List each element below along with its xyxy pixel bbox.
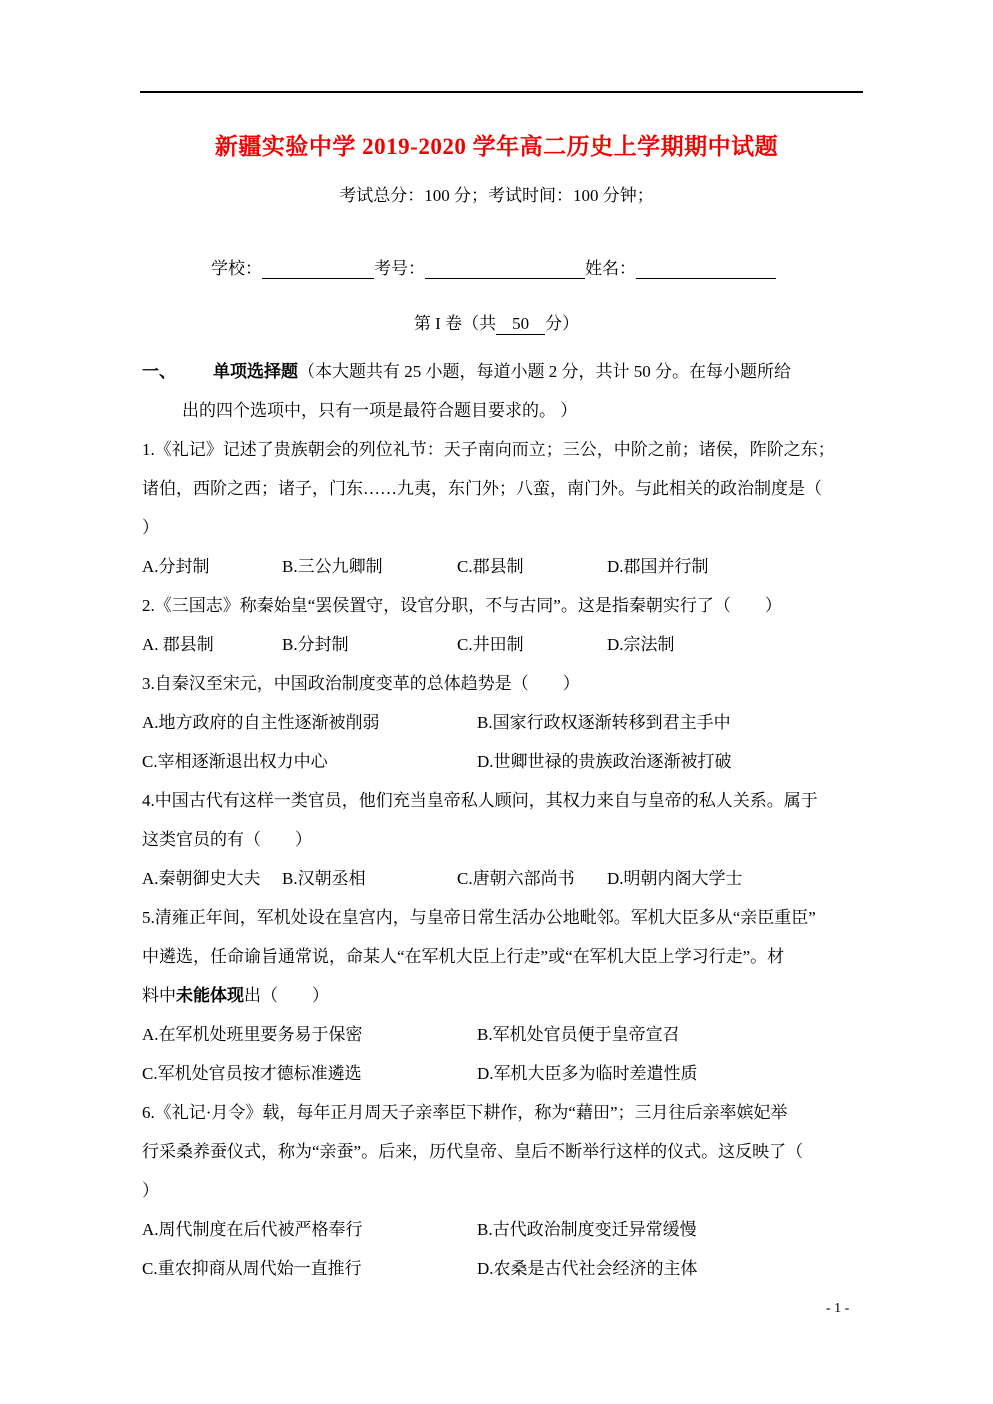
question-1-option-a: A.分封制 (142, 557, 210, 576)
question-5-option-b: B.军机处官员便于皇帝宣召 (477, 1025, 680, 1044)
school-label: 学校： (211, 259, 262, 278)
question-1-option-d: D.郡国并行制 (607, 557, 709, 576)
question-3-options-row-ab (142, 703, 864, 742)
school-blank-field (262, 260, 374, 279)
question-3-option-c: C.宰相逐渐退出权力中心 (142, 752, 328, 771)
question-6-stem-line-1: 6.《礼记·月令》载，每年正月周天子亲率臣下耕作，称为“藉田”；三月往后亲率嫔妃举 (142, 1103, 788, 1122)
question-4-option-a: A.秦朝御史大夫 (142, 869, 261, 888)
question-5-options-row-cd (142, 1054, 864, 1093)
volume-suffix: 分） (545, 314, 580, 333)
student-info-line (211, 254, 776, 279)
volume-prefix: 第 I 卷（共 (413, 314, 497, 333)
question-6-option-d: D.农桑是古代社会经济的主体 (477, 1259, 698, 1278)
section-number: 一、 (142, 362, 176, 381)
question-5-stem-line-1: 5.清雍正年间，军机处设在皇宫内，与皇帝日常生活办公地毗邻。军机大臣多从“亲臣重臣” (142, 908, 816, 927)
question-2-option-c: C.井田制 (457, 635, 524, 654)
question-6-stem-line-3: ） (142, 1181, 159, 1200)
name-label: 姓名： (585, 259, 636, 278)
question-6-options-row-cd (142, 1249, 864, 1288)
exam-no-blank-field (425, 260, 585, 279)
exam-info: 考试总分：100 分；考试时间：100 分钟； (339, 186, 654, 205)
question-5-option-c: C.军机处官员按才德标准遴选 (142, 1064, 362, 1083)
question-4-stem-line-2: 这类官员的有（ ） (142, 830, 312, 849)
question-5-options-row-ab (142, 1015, 864, 1054)
question-4-option-d: D.明朝内阁大学士 (607, 869, 743, 888)
question-5-option-d: D.军机大臣多为临时差遣性质 (477, 1064, 698, 1083)
question-6-option-a: A.周代制度在后代被严格奉行 (142, 1220, 363, 1239)
question-4-option-c: C.唐朝六部尚书 (457, 869, 575, 888)
question-5-stem-line-3 (142, 976, 864, 1015)
section-desc-1: （本大题共有 25 小题，每道小题 2 分，共计 50 分。在每小题所给 (298, 362, 791, 381)
question-3-option-a: A.地方政府的自主性逐渐被削弱 (142, 713, 380, 732)
question-1-stem-line-2: 诸伯，西阶之西；诸子，门东……九夷，东门外；八蛮，南门外。与此相关的政治制度是（ (142, 479, 822, 498)
question-6-options-row-ab (142, 1210, 864, 1249)
question-1-stem-line-1: 1.《礼记》记述了贵族朝会的列位礼节：天子南向而立；三公，中阶之前；诸侯，阼阶之东； (142, 440, 835, 459)
question-4-stem-line-1: 4.中国古代有这样一类官员，他们充当皇帝私人顾问，其权力来自与皇帝的私人关系。属于 (142, 791, 818, 810)
question-6-option-b: B.古代政治制度变迁异常缓慢 (477, 1220, 697, 1239)
question-1-option-c: C.郡县制 (457, 557, 524, 576)
question-3-option-d: D.世卿世禄的贵族政治逐渐被打破 (477, 752, 732, 771)
question-2-options-row (142, 625, 864, 664)
question-1-stem-line-3: ） (142, 518, 159, 537)
exam-no-label: 考号： (374, 259, 425, 278)
question-3-stem-line-1: 3.自秦汉至宋元，中国政治制度变革的总体趋势是（ ） (142, 674, 580, 693)
question-2-option-a: A. 郡县制 (142, 635, 214, 654)
question-2-option-b: B.分封制 (282, 635, 349, 654)
question-6-option-c: C.重农抑商从周代始一直推行 (142, 1259, 362, 1278)
question-2-stem-line-1: 2.《三国志》称秦始皇“罢侯置守，设官分职，不与古同”。这是指秦朝实行了（ ） (142, 596, 782, 615)
page-number: - 1 - (826, 1301, 850, 1316)
volume-points: 50 (496, 314, 545, 335)
question-5-stem-line-3-prefix: 料中 (142, 986, 176, 1005)
section-heading-line-2: 出的四个选项中，只有一项是最符合题目要求的。 ） (182, 401, 578, 420)
question-5-stem-line-3-suffix: 出（ ） (244, 986, 329, 1005)
question-4-option-b: B.汉朝丞相 (282, 869, 366, 888)
question-1-option-b: B.三公九卿制 (282, 557, 383, 576)
question-6-stem-line-2: 行采桑养蚕仪式，称为“亲蚕”。后来，历代皇帝、皇后不断举行这样的仪式。这反映了（ (142, 1142, 804, 1161)
page-title: 新疆实验中学 2019-2020 学年高二历史上学期期中试题 (214, 134, 779, 159)
question-3-option-b: B.国家行政权逐渐转移到君主手中 (477, 713, 731, 732)
header-divider-line (140, 91, 863, 93)
volume-heading (0, 309, 993, 335)
name-blank-field (636, 260, 776, 279)
question-5-option-a: A.在军机处班里要务易于保密 (142, 1025, 363, 1044)
section-title: 单项选择题 (213, 362, 298, 381)
question-3-options-row-cd (142, 742, 864, 781)
question-5-stem-line-2: 中遴选，任命谕旨通常说，命某人“在军机大臣上行走”或“在军机大臣上学习行走”。材 (142, 947, 785, 966)
question-4-options-row (142, 859, 864, 898)
question-1-options-row (142, 547, 864, 586)
section-heading-line-1 (142, 352, 864, 391)
question-5-stem-line-3-bold: 未能体现 (176, 986, 244, 1005)
question-2-option-d: D.宗法制 (607, 635, 675, 654)
exam-body (142, 352, 864, 1288)
